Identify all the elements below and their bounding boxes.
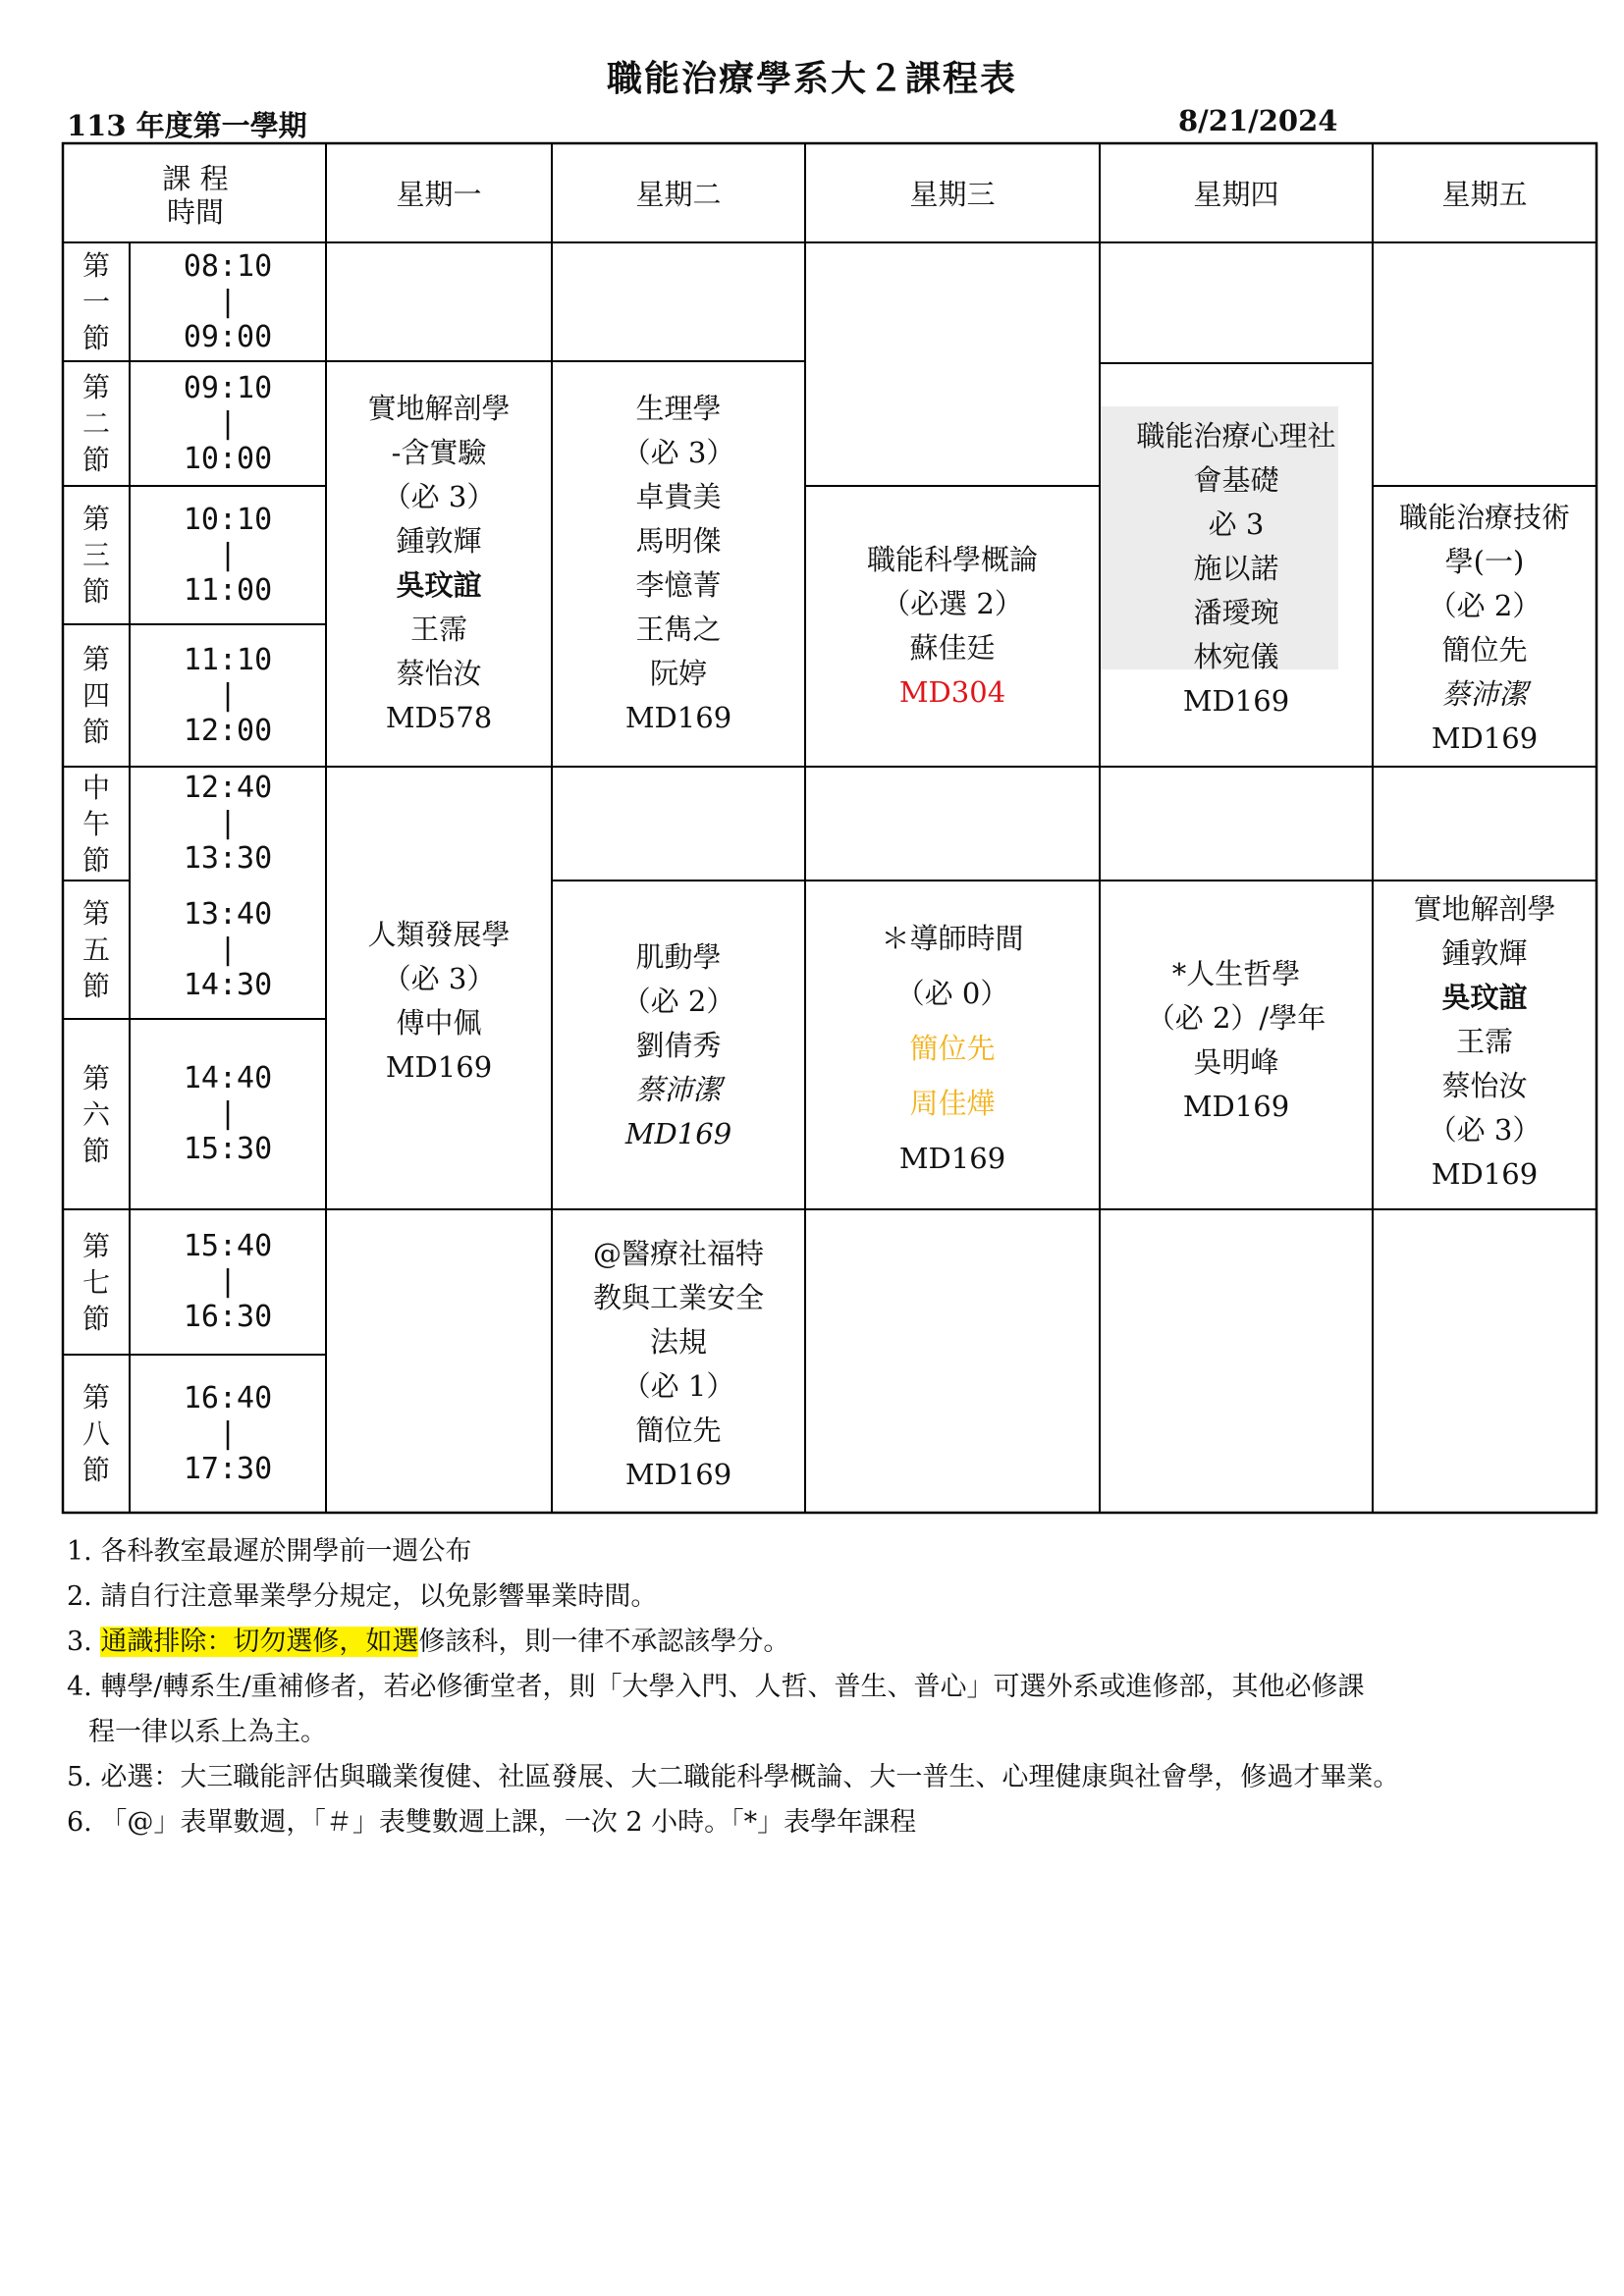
course-wed-mentor: ＊導師時間 （必 0） 簡位先 周佳燁 MD169	[881, 922, 1024, 1175]
day-header-thu: 星期四	[1193, 178, 1279, 211]
day-header-wed: 星期三	[909, 178, 996, 211]
page-title: 職能治療學系大２課程表	[606, 58, 1017, 99]
period-label: 第 五 節	[81, 897, 110, 1002]
highlighted-warning: 通識排除：切勿選修，如選	[100, 1627, 419, 1657]
period-label: 第 四 節	[81, 643, 110, 748]
period-time: 13:40 | 14:30	[183, 896, 273, 1002]
period-label: 第 八 節	[81, 1381, 110, 1486]
note-3: 3. 通識排除：切勿選修，如選修該科，則一律不承認該學分。	[67, 1627, 790, 1657]
period-time: 16:40 | 17:30	[183, 1380, 273, 1486]
period-time: 15:40 | 16:30	[183, 1229, 273, 1334]
course-fri-ot-tech: 職能治療技術 學(一) （必 2） 簡位先 蔡沛潔 MD169	[1398, 501, 1570, 755]
period-time: 10:10 | 11:00	[183, 502, 273, 608]
corner-line-1: 課 程	[162, 161, 229, 195]
course-tue-physiology: 生理學 （必 3） 卓貴美 馬明傑 李憶菁 王雋之 阮婷 MD169	[622, 392, 735, 734]
note-2: 2. 請自行注意畢業學分規定，以免影響畢業時間。	[67, 1581, 658, 1612]
day-header-mon: 星期一	[396, 178, 482, 211]
date-label: 8/21/2024	[1178, 104, 1338, 137]
course-tue-kinesiology: 肌動學 （必 2） 劉倩秀 蔡沛潔 MD169	[622, 939, 735, 1150]
course-tue-law: @醫療社福特 教與工業安全 法規 （必 1） 簡位先 MD169	[592, 1237, 764, 1491]
period-label: 第 二 節	[81, 371, 110, 476]
period-label: 第 三 節	[81, 503, 110, 608]
course-thu-philosophy: *人生哲學 （必 2）/學年 吳明峰 MD169	[1146, 957, 1326, 1123]
note-5: 5. 必選：大三職能評估與職業復健、社區發展、大二職能科學概論、大一普生、心理健康與社會學，修過才畢業。	[67, 1762, 1400, 1792]
period-time: 08:10 | 09:00	[183, 248, 273, 354]
period-time: 12:40 | 13:30	[183, 771, 273, 876]
corner-header	[65, 147, 326, 242]
corner-line-2: 時間	[166, 194, 224, 229]
course-mon-development: 人類發展學 （必 3） 傅中佩 MD169	[367, 918, 511, 1084]
note-4-cont: 程一律以系上為主。	[88, 1717, 327, 1747]
period-time: 14:40 | 15:30	[183, 1061, 273, 1166]
note-4: 4. 轉學/轉系生/重補修者，若必修衝堂者，則「大學入門、人哲、普生、普心」可選外系或進修部，其他必修課	[67, 1672, 1365, 1702]
course-fri-anatomy: 實地解剖學 鍾敦輝 吳玟誼 王霈 蔡怡汝 （必 3） MD169	[1413, 891, 1556, 1191]
day-header-tue: 星期二	[635, 178, 722, 211]
course-mon-anatomy: 實地解剖學 -含實驗 （必 3） 鍾敦輝 吳玟誼 王霈 蔡怡汝 MD578	[367, 392, 511, 734]
period-time: 11:10 | 12:00	[183, 642, 273, 748]
course-wed-ot-science: 職能科學概論 （必選 2） 蘇佳廷 MD304	[866, 543, 1038, 709]
course-thu-psychosocial: 職能治療心理社 會基礎 必 3 施以諾 潘璦琬 林宛儀 MD169	[1136, 419, 1336, 718]
period-label: 第 七 節	[81, 1229, 110, 1335]
day-header-fri: 星期五	[1441, 178, 1528, 211]
period-label: 第 六 節	[81, 1061, 110, 1167]
note-6: 6. 「@」表單數週，「＃」表雙數週上課，一次 2 小時。「*」表學年課程	[67, 1807, 917, 1838]
term-label: 113 年度第一學期	[67, 109, 307, 142]
period-label: 中 午 節	[81, 771, 110, 877]
note-1: 1. 各科教室最遲於開學前一週公布	[67, 1536, 472, 1567]
period-time: 09:10 | 10:00	[183, 370, 273, 476]
notes-list	[67, 1529, 1598, 1845]
period-label: 第 一 節	[81, 249, 110, 354]
